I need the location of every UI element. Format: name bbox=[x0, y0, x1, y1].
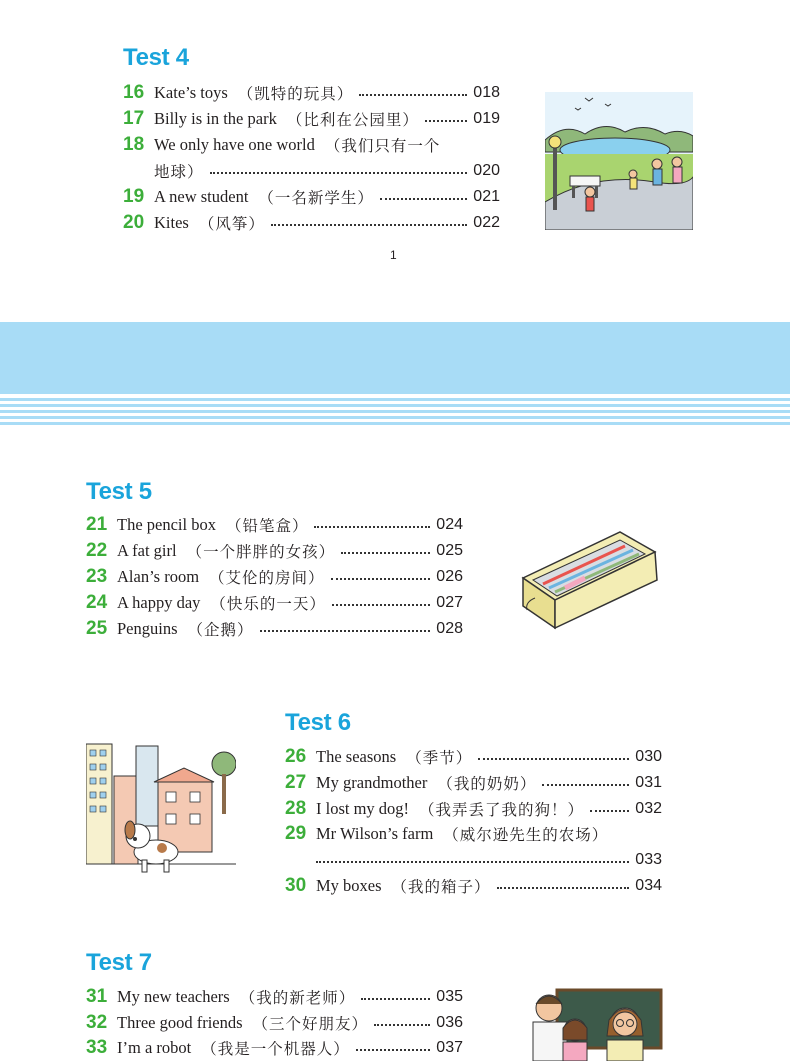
section-banner bbox=[0, 322, 790, 428]
lesson-number: 22 bbox=[86, 540, 108, 561]
lesson-number: 19 bbox=[123, 186, 145, 207]
toc-entry[interactable] bbox=[86, 512, 463, 538]
lesson-number: 25 bbox=[86, 618, 108, 639]
pencil-box-illustration bbox=[515, 530, 665, 632]
lesson-number: 31 bbox=[86, 986, 108, 1007]
toc-entry[interactable] bbox=[285, 770, 662, 796]
lesson-title-zh: （季节） bbox=[406, 749, 473, 767]
lesson-number: 30 bbox=[285, 875, 307, 896]
dot-leader bbox=[542, 784, 629, 786]
lesson-number: 27 bbox=[285, 772, 307, 793]
park-illustration bbox=[545, 92, 693, 230]
dot-leader bbox=[359, 94, 467, 96]
lesson-number: 17 bbox=[123, 108, 145, 129]
lesson-number: 33 bbox=[86, 1037, 108, 1058]
toc-entry[interactable] bbox=[123, 106, 500, 132]
lesson-title-en: The pencil box bbox=[117, 515, 216, 534]
lesson-title-en: Billy is in the park bbox=[154, 109, 277, 128]
lesson-title-zh: （比利在公园里） bbox=[286, 111, 419, 129]
test-6-title: Test 6 bbox=[285, 709, 351, 736]
lesson-title-zh: （我的奶奶） bbox=[437, 775, 537, 793]
lesson-title-zh: （一名新学生） bbox=[258, 189, 374, 207]
lesson-title-zh: （风筝） bbox=[198, 215, 265, 233]
dot-leader bbox=[590, 810, 629, 812]
toc-entry[interactable] bbox=[123, 80, 500, 106]
lesson-title-en: Three good friends bbox=[117, 1013, 243, 1032]
lesson-number: 20 bbox=[123, 212, 145, 233]
lesson-title-en: Alan’s room bbox=[117, 567, 200, 586]
dot-leader bbox=[425, 120, 467, 122]
toc-entry[interactable] bbox=[86, 1010, 463, 1036]
lesson-title-zh: （我的箱子） bbox=[391, 878, 491, 896]
lesson-title-en: Mr Wilson’s farm bbox=[316, 824, 434, 843]
dot-leader bbox=[271, 224, 467, 226]
lesson-number: 16 bbox=[123, 82, 145, 103]
toc-entry-continuation[interactable] bbox=[285, 847, 662, 873]
toc-entry[interactable] bbox=[86, 538, 463, 564]
lesson-title-zh: （铅笔盒） bbox=[225, 517, 309, 535]
test-5-title: Test 5 bbox=[86, 478, 152, 505]
lesson-number: 18 bbox=[123, 134, 145, 155]
lesson-title-en: I’m a robot bbox=[117, 1038, 192, 1057]
page-number: 026 bbox=[436, 568, 463, 585]
lesson-number: 24 bbox=[86, 592, 108, 613]
dot-leader bbox=[341, 552, 430, 554]
page-number: 036 bbox=[436, 1014, 463, 1031]
dot-leader bbox=[260, 630, 431, 632]
page-number: 034 bbox=[635, 877, 662, 894]
toc-entry-continuation[interactable] bbox=[123, 158, 500, 184]
lesson-title-zh: （我的新老师） bbox=[239, 989, 356, 1007]
page-footer-number: 1 bbox=[390, 248, 397, 262]
dot-leader bbox=[361, 998, 430, 1000]
toc-entry[interactable] bbox=[86, 1035, 463, 1061]
toc-entry[interactable] bbox=[86, 564, 463, 590]
dot-leader bbox=[380, 198, 467, 200]
page-number: 030 bbox=[635, 748, 662, 765]
lesson-title-en: A happy day bbox=[117, 593, 201, 612]
lesson-number: 32 bbox=[86, 1012, 108, 1033]
lesson-number: 26 bbox=[285, 746, 307, 767]
toc-entry[interactable] bbox=[86, 984, 463, 1010]
lesson-number: 28 bbox=[285, 798, 307, 819]
dot-leader bbox=[316, 861, 629, 863]
dot-leader bbox=[332, 604, 430, 606]
page-number: 032 bbox=[635, 800, 662, 817]
page-number: 022 bbox=[473, 214, 500, 231]
lesson-title-zh: （一个胖胖的女孩） bbox=[186, 543, 336, 561]
test-4-title: Test 4 bbox=[123, 44, 189, 71]
toc-entry[interactable] bbox=[123, 210, 500, 236]
dot-leader bbox=[356, 1049, 431, 1051]
lesson-title-zh: （凯特的玩具） bbox=[237, 85, 354, 103]
toc-entry[interactable] bbox=[285, 744, 662, 770]
page-number: 024 bbox=[436, 516, 463, 533]
lesson-title-zh: （三个好朋友） bbox=[252, 1015, 369, 1033]
dot-leader bbox=[497, 887, 630, 889]
lesson-title-zh: （企鹅） bbox=[187, 621, 254, 639]
toc-entry[interactable] bbox=[86, 590, 463, 616]
page-number: 020 bbox=[473, 162, 500, 179]
lesson-title-zh: （我是一个机器人） bbox=[201, 1040, 350, 1058]
lesson-number: 21 bbox=[86, 514, 108, 535]
lesson-title-en: Kate’s toys bbox=[154, 83, 228, 102]
lesson-title-en: Penguins bbox=[117, 619, 178, 638]
lesson-number: 23 bbox=[86, 566, 108, 587]
dot-leader bbox=[374, 1024, 430, 1026]
lesson-title-zh: （我弄丢了我的狗！） bbox=[419, 801, 585, 819]
lesson-title-en: I lost my dog! bbox=[316, 799, 410, 818]
lesson-title-zh: （快乐的一天） bbox=[210, 595, 326, 613]
lesson-number: 29 bbox=[285, 823, 307, 844]
dot-leader bbox=[314, 526, 430, 528]
toc-entry[interactable] bbox=[285, 796, 662, 822]
lesson-title-zh: （威尔逊先生的农场） bbox=[443, 826, 609, 844]
lesson-title-en: A new student bbox=[154, 187, 249, 206]
lesson-title-en: The seasons bbox=[316, 747, 397, 766]
lesson-title-en: We only have one world bbox=[154, 135, 315, 154]
page-number: 035 bbox=[436, 988, 463, 1005]
lesson-title-zh-continued: 地球） bbox=[154, 163, 204, 181]
toc-entry[interactable] bbox=[285, 873, 662, 899]
lesson-title-en: A fat girl bbox=[117, 541, 177, 560]
dog-town-illustration bbox=[86, 740, 236, 885]
lesson-title-zh: （我们只有一个 bbox=[324, 137, 441, 155]
teachers-illustration bbox=[527, 988, 663, 1061]
page-number: 028 bbox=[436, 620, 463, 637]
page-number: 021 bbox=[473, 188, 500, 205]
toc-entry[interactable] bbox=[285, 821, 662, 847]
page-number: 037 bbox=[436, 1039, 463, 1056]
dot-leader bbox=[478, 758, 629, 760]
page-number: 027 bbox=[436, 594, 463, 611]
dot-leader bbox=[210, 172, 468, 174]
lesson-title-en: Kites bbox=[154, 213, 189, 232]
page-number: 025 bbox=[436, 542, 463, 559]
lesson-title-en: My boxes bbox=[316, 876, 382, 895]
toc-entry[interactable] bbox=[123, 184, 500, 210]
page-number: 019 bbox=[473, 110, 500, 127]
test-7-title: Test 7 bbox=[86, 949, 152, 976]
page-number: 031 bbox=[635, 774, 662, 791]
lesson-title-zh: （艾伦的房间） bbox=[209, 569, 325, 587]
lesson-title-en: My new teachers bbox=[117, 987, 230, 1006]
dot-leader bbox=[331, 578, 431, 580]
toc-entry[interactable] bbox=[86, 616, 463, 642]
toc-entry[interactable] bbox=[123, 132, 500, 158]
page-number: 033 bbox=[635, 851, 662, 868]
page-number: 018 bbox=[473, 84, 500, 101]
lesson-title-en: My grandmother bbox=[316, 773, 428, 792]
